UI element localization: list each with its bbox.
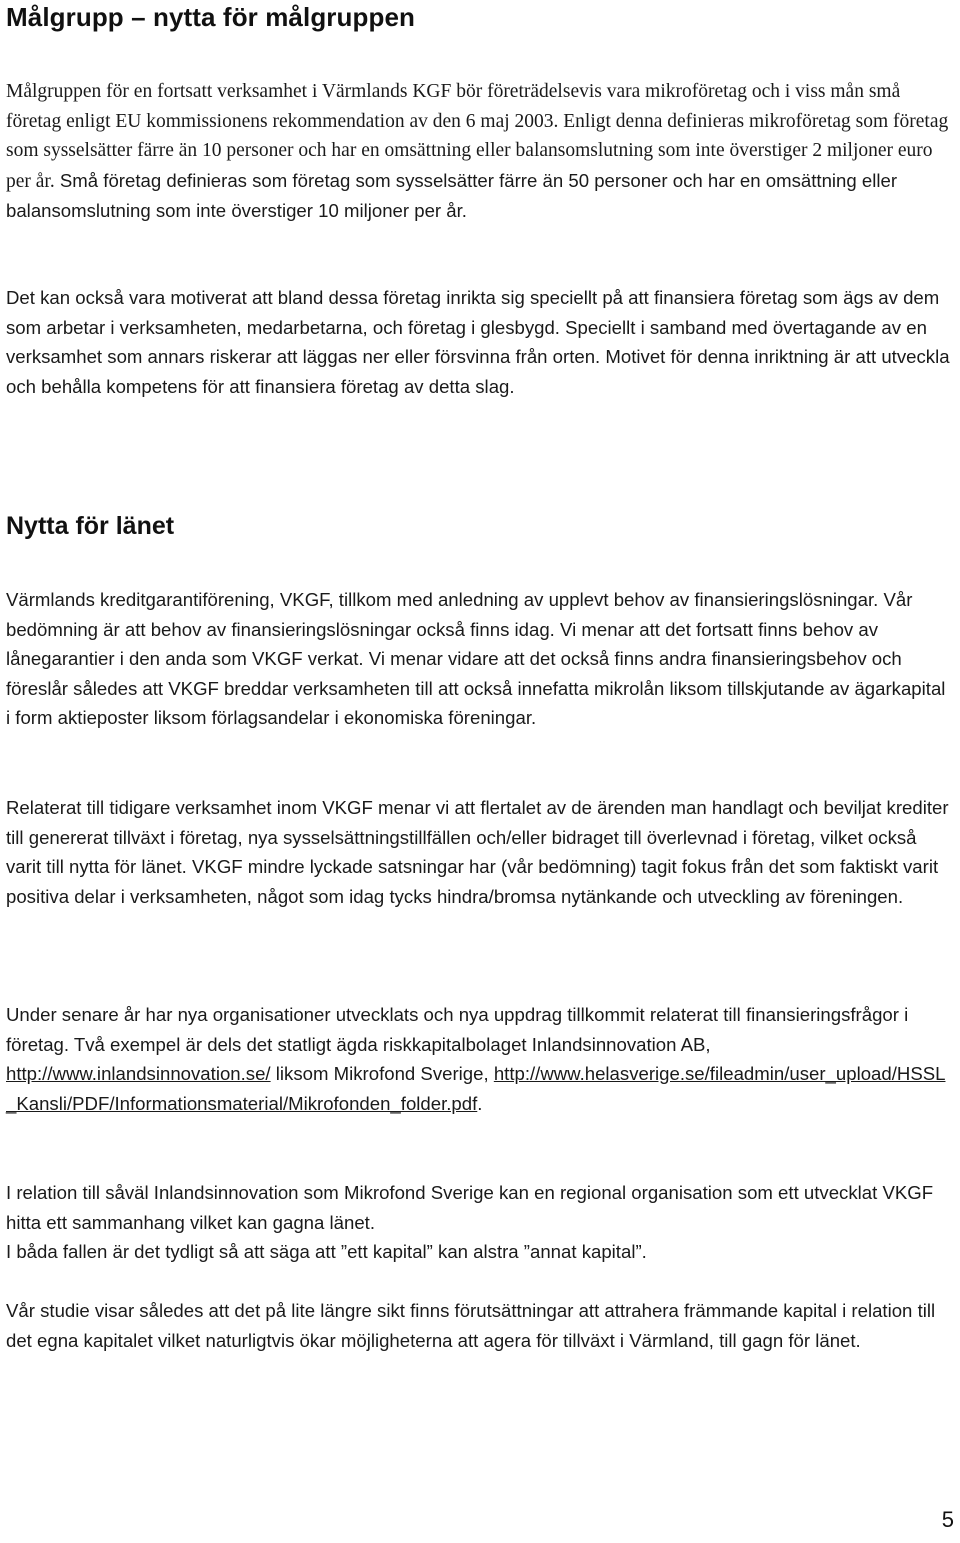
- new-organisations-text-end: .: [477, 1092, 483, 1114]
- section-heading-nytta: Nytta för länet: [6, 512, 175, 540]
- paragraph-previous-activity: Relaterat till tidigare verksamhet inom VKGF menar vi att flertalet av de ärenden man handlagt och beviljat krediter till genererat tillväxt i företag, nya sysselsättningstillfällen och/eller bidraget till överlevnad i företag, vilket också varit till nytta för länet. VKGF mindre lyckade satsningar har (vår bedömning) tagit fokus från det som faktiskt varit positiva delar i verksamheten, något som idag tycks hindra/bromsa nytänkande och utveckling av föreningen.: [6, 797, 949, 907]
- new-organisations-text-start: Under senare år har nya organisationer utvecklats och nya uppdrag tillkommit relaterat till finansieringsfrågor i företag. Två exempel är dels det statligt ägda riskkapitalbolaget Inlandsinnovation AB,: [6, 1004, 909, 1055]
- paragraph-vkgf-background: Värmlands kreditgarantiförening, VKGF, tillkom med anledning av upplevt behov av finansieringslösningar. Vår bedömning är att behov av finansieringslösningar också finns idag. Vi menar att det fortsatt finns behov av lånegarantier i den anda som VKGF verkat. Vi menar vidare att det också finns andra finansieringsbehov och föreslår således att VKGF breddar verksamheten till att också innefatta mikrolån liksom tillskjutande av ägarkapital i form aktieposter liksom förlagsandelar i ekonomiska föreningar.: [6, 589, 946, 729]
- paragraph-definition: [6, 77, 954, 227]
- inlandsinnovation-link[interactable]: http://www.inlandsinnovation.se/: [6, 1063, 271, 1085]
- paragraph-new-organisations: [6, 1000, 954, 1118]
- paragraph-definition-sans-text: Små företag definieras som företag som sysselsätter färre än 50 personer och har en omsättning eller balansomslutning som inte överstiger 10 miljoner per år.: [6, 169, 898, 222]
- page-number: 5: [941, 1507, 954, 1532]
- paragraph-definition-serif-text: Målgruppen för en fortsatt verksamhet i Värmlands KGF bör företrädelsevis vara mikroföretag och i viss mån små företag enligt EU kommissionens rekommendation av den 6 maj 2003. Enligt denna definieras mikroföretag som företag som sysselsätter färre än 10 personer och har en omsättning eller balansomslutning som inte överstiger 2 miljoner euro per år.: [6, 81, 949, 192]
- section-heading-malgrupp: Målgrupp – nytta för målgruppen: [6, 2, 416, 32]
- paragraph-regional-organisation: [6, 1178, 954, 1267]
- new-organisations-text-middle: liksom Mikrofond Sverige,: [270, 1063, 494, 1085]
- regional-organisation-line-1: I relation till såväl Inlandsinnovation som Mikrofond Sverige kan en regional organisation som ett utvecklat VKGF hitta ett sammanhang vilket kan gagna länet.: [6, 1182, 934, 1233]
- paragraph-motivation: Det kan också vara motiverat att bland dessa företag inrikta sig speciellt på att finansiera företag som ägs av dem som arbetar i verksamheten, medarbetarna, och företag i glesbygd. Speciellt i samband med övertagande av en verksamhet som annars riskerar att läggas ner eller försvinna från orten. Motivet för denna inriktning är att utveckla och behålla kompetens för att finansiera företag av detta slag.: [6, 287, 950, 397]
- mikrofonden-link[interactable]: http://www.helasverige.se/fileadmin/user_upload/HSSL_Kansli/PDF/Informationsmaterial/Mikrofonden_folder.pdf: [6, 1063, 946, 1114]
- regional-organisation-line-2: I båda fallen är det tydligt så att säga att ”ett kapital” kan alstra ”annat kapital”.: [6, 1241, 647, 1263]
- paragraph-study-conclusion: Vår studie visar således att det på lite längre sikt finns förutsättningar att attrahera främmande kapital i relation till det egna kapitalet vilket naturligtvis ökar möjligheterna att agera för tillväxt i Värmland, till gagn för länet.: [6, 1300, 936, 1351]
